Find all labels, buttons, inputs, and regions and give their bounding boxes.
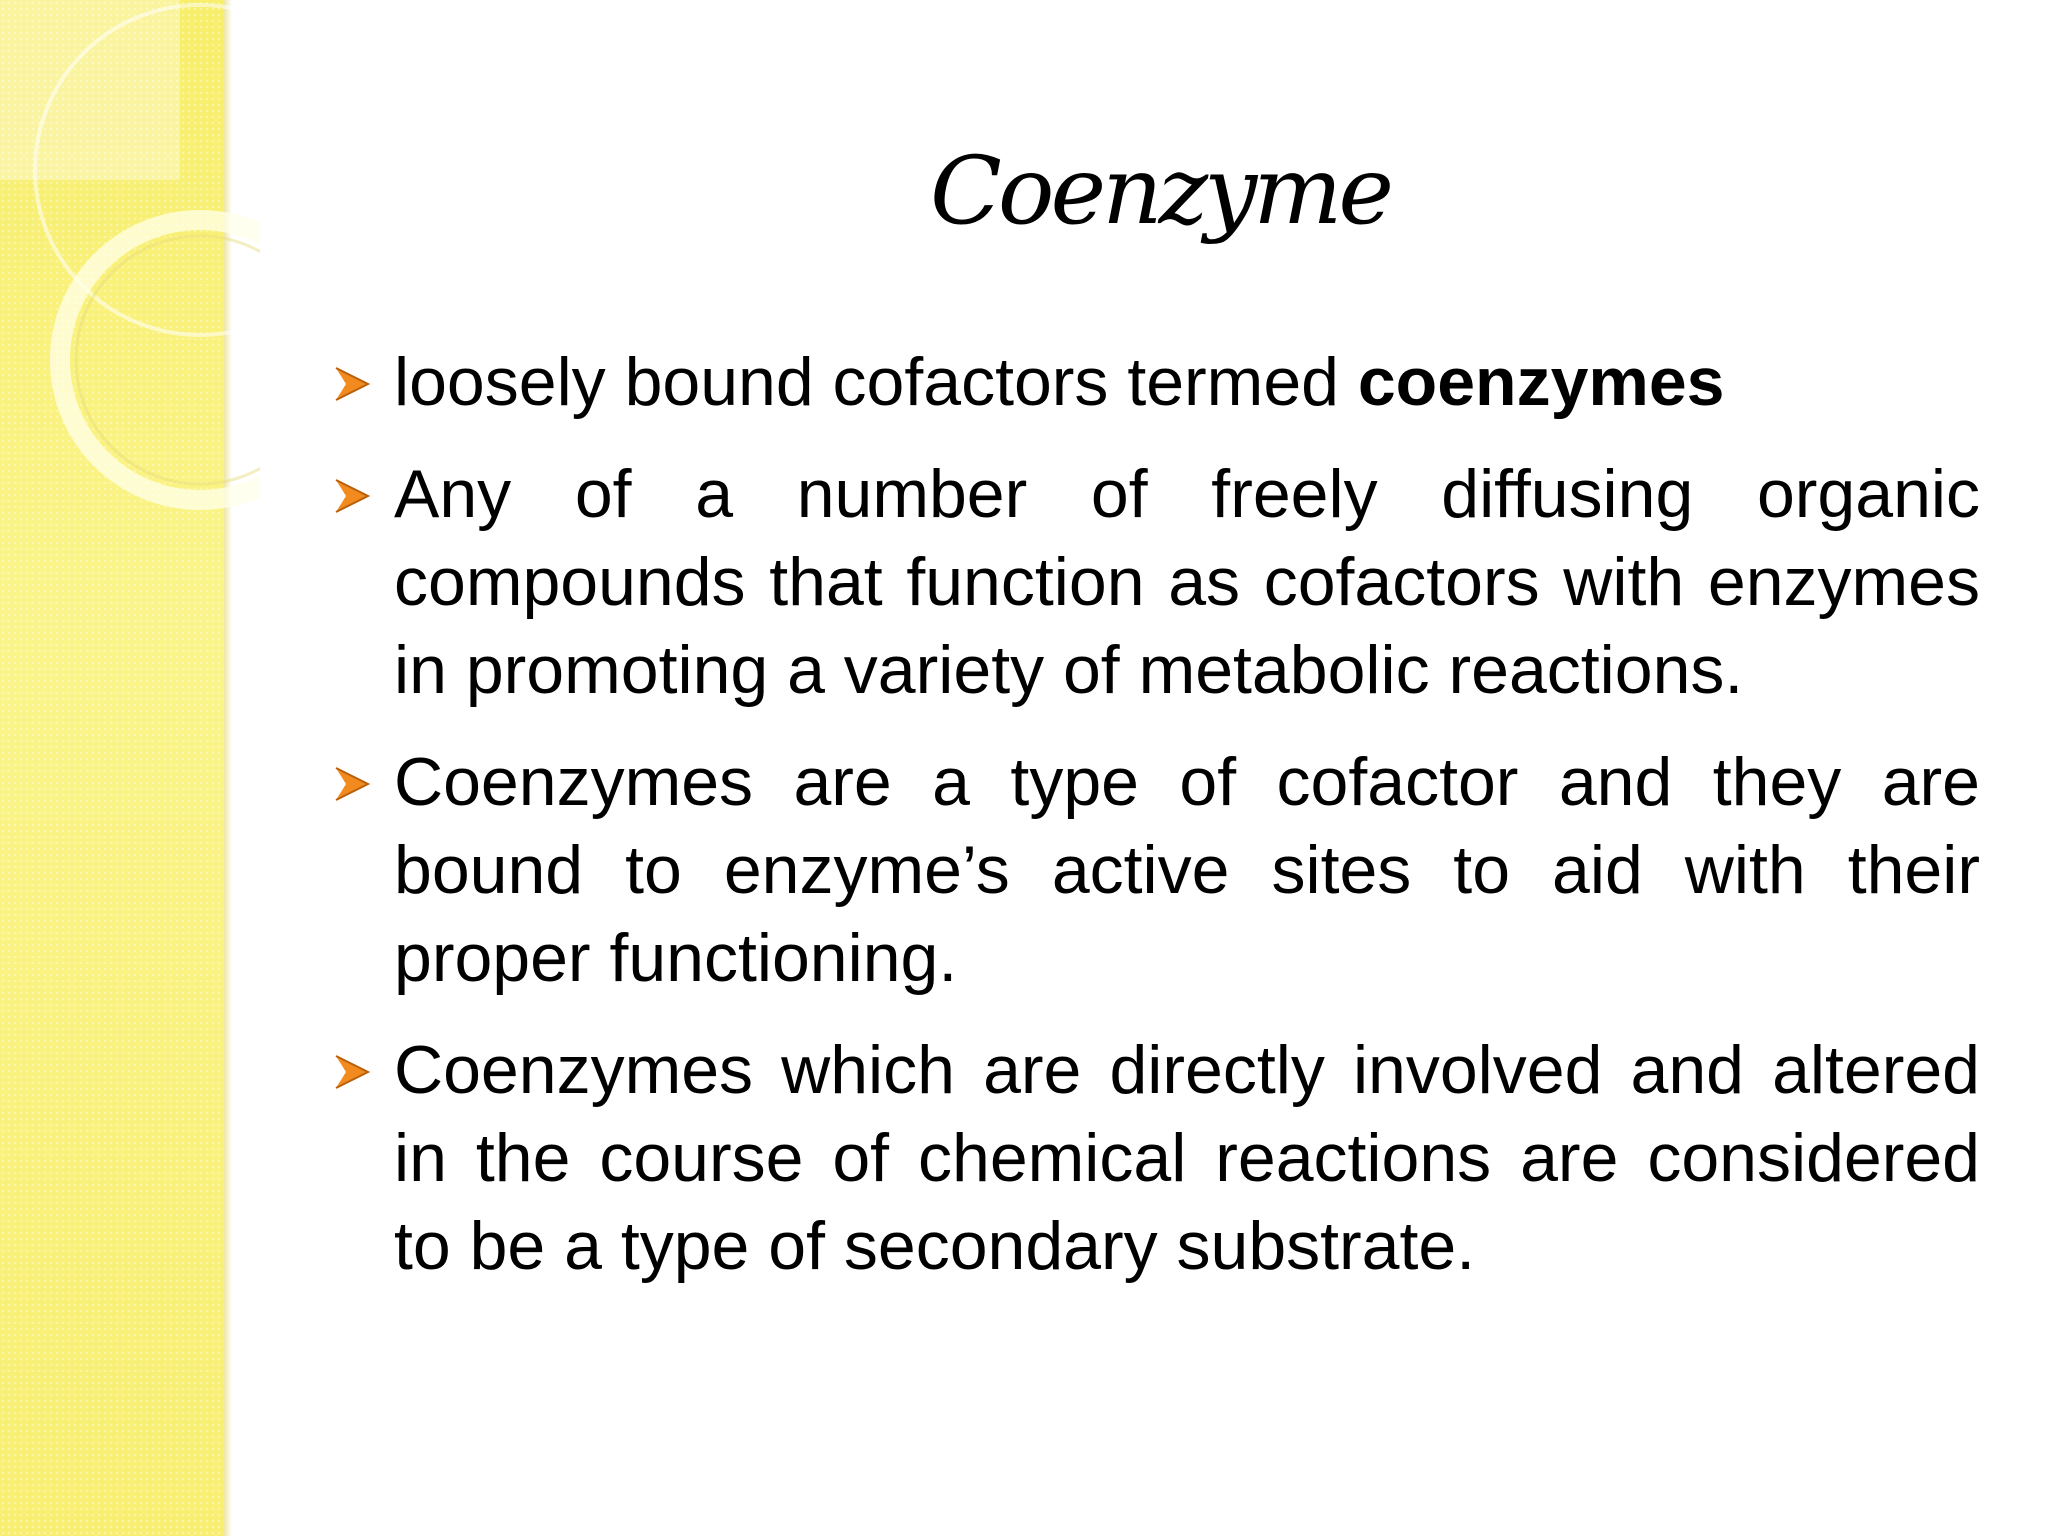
bullet-item bbox=[330, 450, 1980, 714]
arrow-bullet-icon bbox=[330, 362, 374, 406]
bullet-text: Coenzymes which are directly involved and altered in the course of chemical reactions are considered to be a type of secondary substrate. bbox=[394, 1032, 1980, 1284]
bullet-list bbox=[330, 338, 1980, 1314]
bullet-item bbox=[330, 1026, 1980, 1290]
decorative-rings bbox=[0, 0, 260, 520]
bullet-text: loosely bound cofactors termed bbox=[394, 344, 1358, 420]
bullet-bold-term: coenzymes bbox=[1357, 344, 1725, 420]
arrow-bullet-icon bbox=[330, 1050, 374, 1094]
arrow-bullet-icon bbox=[330, 474, 374, 518]
bullet-item bbox=[330, 738, 1980, 1002]
bullet-text: Any of a number of freely diffusing organic compounds that function as cofactors with enzymes in promoting a variety of metabolic reactions. bbox=[394, 456, 1980, 708]
arrow-bullet-icon bbox=[330, 762, 374, 806]
bullet-text: Coenzymes are a type of cofactor and they are bound to enzyme’s active sites to aid with their proper functioning. bbox=[394, 744, 1980, 996]
bullet-item bbox=[330, 338, 1980, 426]
slide-title: Coenzyme bbox=[929, 137, 1391, 246]
